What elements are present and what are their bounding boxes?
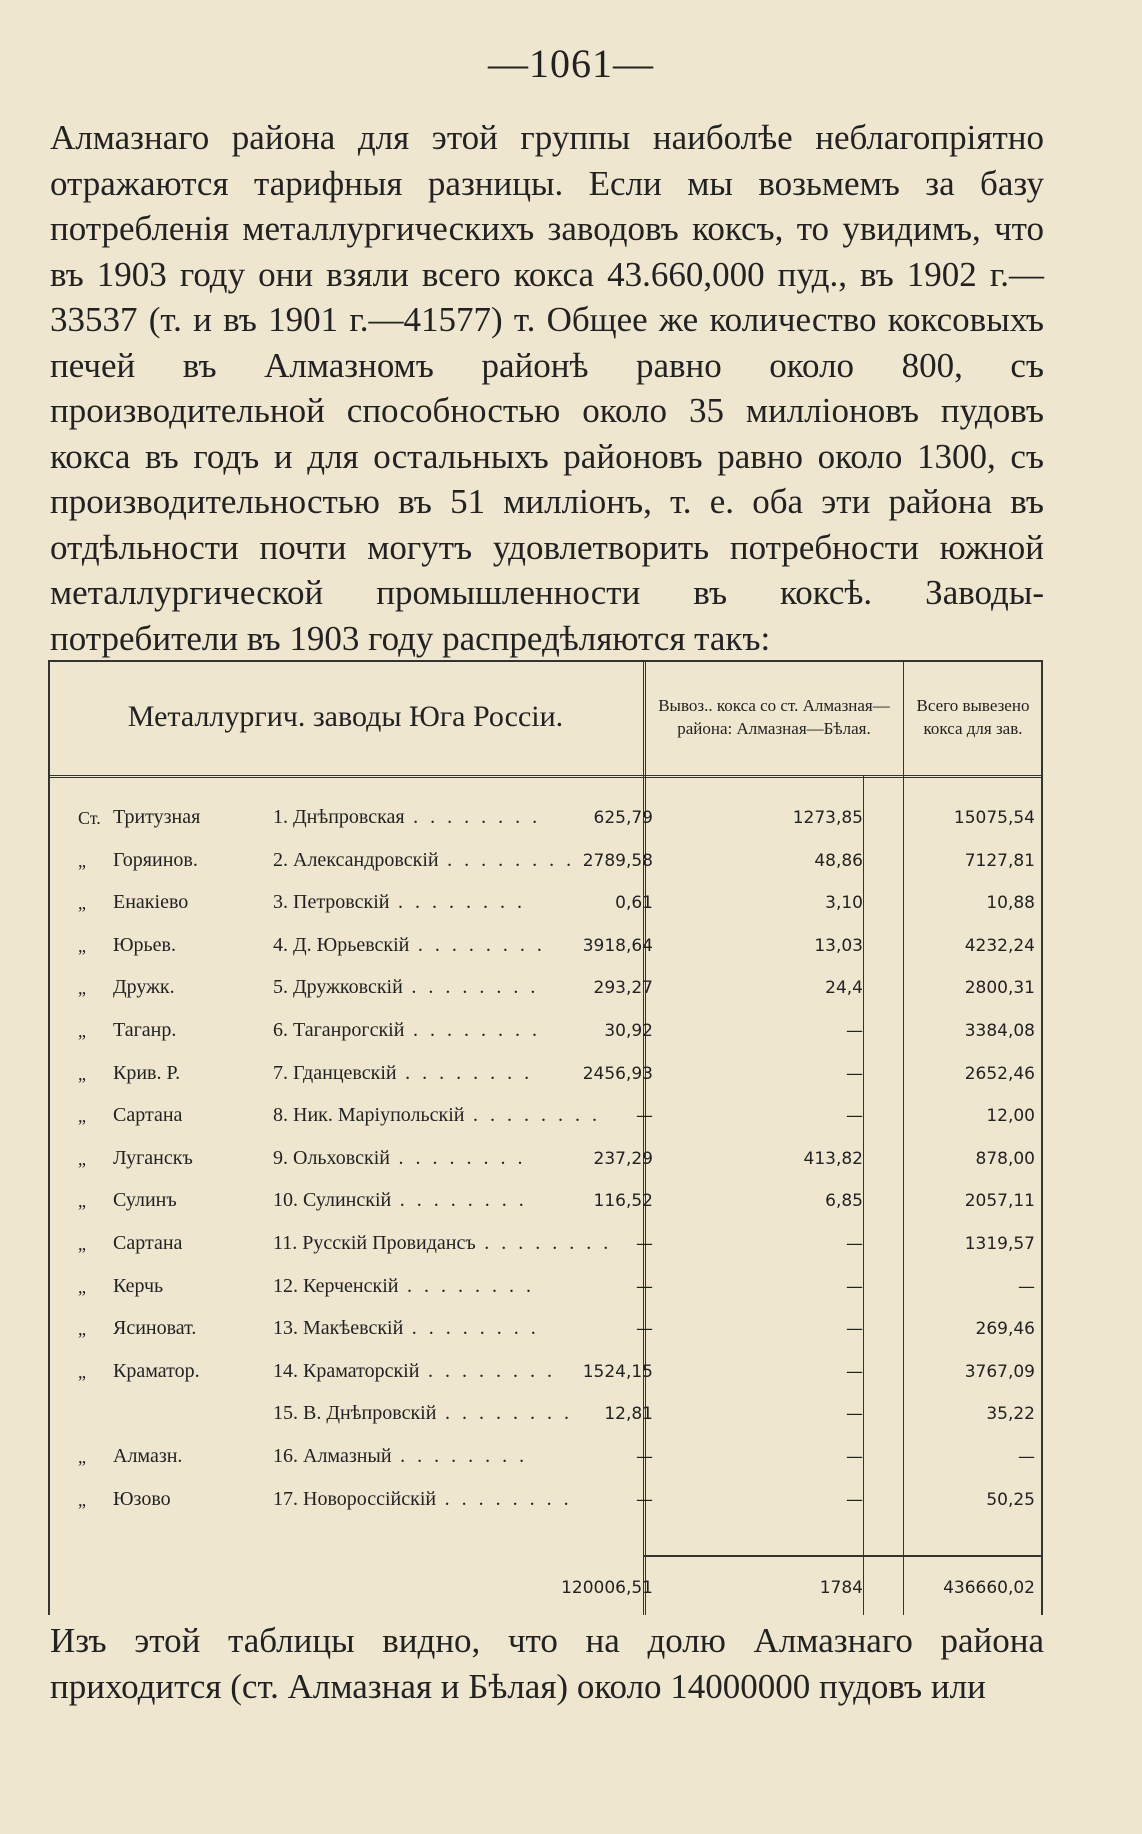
total-belaya: 1784 <box>819 1578 863 1598</box>
almaznaya-value: 30,92 <box>604 1021 653 1041</box>
ditto-mark: „ <box>78 1276 86 1297</box>
belaya-value: 6,85 <box>825 1191 863 1212</box>
table-row <box>48 1396 1043 1438</box>
paragraph-top: Алмазнаго района для этой группы наиболѣе неблагопріятно отражаются тарифныя разницы. Если мы возьмемъ за базу потребленія металлургическихъ заводовъ коксъ, то увидимъ, что въ 1903 году они взяли всего кокса 43.660,000 пуд., въ 1902 г.—33537 (т. и въ 1901 г.—41577) т. Общее же количество коксовыхъ печей въ Алмазномъ районѣ равно около 800, съ производительной способностью около 35 милліоновъ пудовъ кокса въ годъ и для остальныхъ районовъ равно около 1300, съ производительностью въ 51 милліонъ, т. е. оба эти района въ отдѣльности почти могутъ удовлетворить потребности южной металлургической промышленности въ коксѣ. Заводы-потребители въ 1903 году распредѣляются такъ: <box>50 118 1044 658</box>
total-value: 3384,08 <box>964 1021 1035 1041</box>
table-row <box>48 1141 1043 1183</box>
almaznaya-value: 293,27 <box>593 978 653 999</box>
total-value: 4232,24 <box>964 935 1035 956</box>
leader-dots: . . . . . . . . <box>404 806 541 828</box>
almaznaya-value: — <box>636 1106 653 1127</box>
plant-name: Днѣпровская <box>293 806 405 828</box>
ditto-mark: „ <box>78 978 86 999</box>
leader-dots: . . . . . . . . <box>419 1359 556 1382</box>
table-row <box>48 1269 1043 1311</box>
station-name: Краматор. <box>113 1359 200 1382</box>
plant-name: Петровскій <box>293 891 390 914</box>
plant-name: В. Днѣпровскій <box>303 1402 437 1425</box>
total-value: 12,00 <box>986 1106 1035 1127</box>
leader-dots: . . . . . . . . <box>404 1019 541 1041</box>
belaya-value: — <box>846 1106 863 1127</box>
ditto-mark: „ <box>78 1191 86 1212</box>
ditto-mark: „ <box>78 1319 86 1340</box>
station-name: Юзово <box>113 1487 171 1510</box>
plant-number: 15. <box>273 1402 298 1425</box>
leader-dots: . . . . . . . . <box>438 848 575 871</box>
plant-name: Краматорскій <box>303 1359 420 1382</box>
plant-name: Александровскій <box>293 848 439 871</box>
almaznaya-value: 237,29 <box>593 1148 653 1169</box>
plant-number: 14. <box>273 1359 298 1382</box>
station-name: Ясиноват. <box>113 1317 197 1340</box>
belaya-value: — <box>846 1276 863 1297</box>
belaya-value: — <box>846 1063 863 1084</box>
total-all: 436660,02 <box>943 1578 1035 1598</box>
plant-number: 13. <box>273 1317 298 1340</box>
leader-dots: . . . . . . . . <box>436 1487 573 1510</box>
table-row <box>48 1311 1043 1353</box>
belaya-value: — <box>846 1447 863 1467</box>
total-value: 50,25 <box>986 1489 1035 1510</box>
header-rule <box>48 775 1043 778</box>
total-value: 35,22 <box>986 1404 1035 1425</box>
ditto-mark: „ <box>78 1148 86 1169</box>
leader-dots: . . . . . . . . <box>391 1445 528 1467</box>
plant-number: 12. <box>273 1274 298 1297</box>
total-value: — <box>1018 1276 1035 1297</box>
ditto-mark: „ <box>78 1489 86 1510</box>
station-name: Луганскъ <box>113 1146 193 1169</box>
total-almaznaya: 120006,51 <box>561 1578 653 1598</box>
plant-number: 8. <box>273 1104 288 1127</box>
belaya-value: 3,10 <box>825 893 863 914</box>
plant-number: 6. <box>273 1019 288 1041</box>
leader-dots: . . . . . . . . <box>464 1104 601 1127</box>
station-name: Дружк. <box>113 976 175 999</box>
header-total: Всего вывезено кокса для зав. <box>916 696 1030 738</box>
plant-name: Д. Юрьевскій <box>293 933 410 956</box>
paragraph-bottom: Изъ этой таблицы видно, что на долю Алмазнаго района приходится (ст. Алмазная и Бѣлая) около 14000000 пудовъ или <box>50 1621 1044 1706</box>
leader-dots: . . . . . . . . <box>403 1317 540 1340</box>
almaznaya-value: 2456,93 <box>582 1063 653 1084</box>
total-value: 2800,31 <box>964 978 1035 999</box>
plant-number: 11. <box>273 1232 298 1254</box>
station-name: Сулинъ <box>113 1189 177 1212</box>
header-export: Вывоз.. кокса со ст. Алмазная—района: Алмазная—Бѣлая. <box>658 696 890 738</box>
plant-number: 2. <box>273 848 288 871</box>
table-row <box>48 885 1043 927</box>
almaznaya-value: 1524,15 <box>582 1361 653 1382</box>
leader-dots: . . . . . . . . <box>402 976 539 999</box>
station-name: Керчь <box>113 1274 164 1297</box>
belaya-value: — <box>846 1404 863 1425</box>
coke-table <box>48 660 1043 1615</box>
leader-dots: . . . . . . . . <box>391 1189 528 1212</box>
station-name: Енакіево <box>113 891 189 914</box>
almaznaya-value: 0,61 <box>615 893 653 914</box>
table-row <box>48 1183 1043 1225</box>
almaznaya-value: 3918,64 <box>582 935 653 956</box>
belaya-value: — <box>846 1021 863 1041</box>
plant-number: 10. <box>273 1189 298 1212</box>
station-name: Таганр. <box>113 1019 177 1041</box>
station-name: Сартана <box>113 1104 183 1127</box>
plant-number: 9. <box>273 1146 288 1169</box>
total-value: 269,46 <box>975 1319 1035 1340</box>
ditto-mark: „ <box>78 1063 86 1084</box>
plant-name: Таганрогскій <box>293 1019 405 1041</box>
table-row <box>48 1354 1043 1396</box>
leader-dots: . . . . . . . . <box>396 1061 533 1084</box>
ditto-mark: „ <box>78 850 86 871</box>
station-name: Тритузная <box>113 806 201 828</box>
almaznaya-value: 116,52 <box>593 1191 653 1212</box>
ditto-mark: „ <box>78 1447 86 1467</box>
total-value: — <box>1018 1447 1035 1467</box>
total-value: 15075,54 <box>953 808 1035 828</box>
plant-name: Гданцевскій <box>293 1061 397 1084</box>
station-name: Алмазн. <box>113 1445 183 1467</box>
almaznaya-value: 2789,58 <box>582 850 653 871</box>
table-row <box>48 800 1043 842</box>
almaznaya-value: 12,81 <box>604 1404 653 1425</box>
ditto-mark: „ <box>78 1106 86 1127</box>
leader-dots: . . . . . . . . <box>389 1146 526 1169</box>
plant-name: Керченскій <box>303 1274 399 1297</box>
total-value: 3767,09 <box>964 1361 1035 1382</box>
almaznaya-value: — <box>636 1447 653 1467</box>
totals-row <box>48 1570 1043 1612</box>
plant-name: Дружковскій <box>293 976 403 999</box>
plant-name: Макѣевскій <box>303 1317 404 1340</box>
table-row <box>48 843 1043 885</box>
table-row <box>48 1439 1043 1481</box>
almaznaya-value: — <box>636 1234 653 1254</box>
leader-dots: . . . . . . . . <box>389 891 526 914</box>
plant-number: 5. <box>273 976 288 999</box>
ditto-mark: „ <box>78 935 86 956</box>
plant-number: 7. <box>273 1061 288 1084</box>
table-row <box>48 970 1043 1012</box>
table-row <box>48 1226 1043 1268</box>
plant-name: Русскій Провидансъ <box>302 1232 476 1254</box>
belaya-value: — <box>846 1234 863 1254</box>
belaya-value: — <box>846 1361 863 1382</box>
plant-name: Ник. Маріупольскій <box>293 1104 465 1127</box>
belaya-value: 1273,85 <box>792 808 863 828</box>
header-plants: Металлургич. заводы Юга Россіи. <box>127 700 564 733</box>
almaznaya-value: — <box>636 1276 653 1297</box>
plant-number: 3. <box>273 891 288 914</box>
plant-number: 17. <box>273 1487 298 1510</box>
plant-name: Новороссійскій <box>303 1487 437 1510</box>
plant-name: Ольховскій <box>293 1146 390 1169</box>
leader-dots: . . . . . . . . <box>436 1402 573 1425</box>
plant-name: Сулинскій <box>303 1189 392 1212</box>
belaya-value: 24,4 <box>825 978 863 999</box>
almaznaya-value: — <box>636 1489 653 1510</box>
plant-number: 4. <box>273 933 288 956</box>
total-value: 2652,46 <box>964 1063 1035 1084</box>
table-row <box>48 928 1043 970</box>
total-value: 10,88 <box>986 893 1035 914</box>
ditto-mark: „ <box>78 893 86 914</box>
almaznaya-value: — <box>636 1319 653 1340</box>
ditto-mark: „ <box>78 1361 86 1382</box>
total-value: 878,00 <box>975 1148 1035 1169</box>
table-row <box>48 1098 1043 1140</box>
total-value: 7127,81 <box>964 850 1035 871</box>
belaya-value: 48,86 <box>814 850 863 871</box>
belaya-value: — <box>846 1319 863 1340</box>
almaznaya-value: 625,79 <box>593 808 653 828</box>
table-row <box>48 1482 1043 1524</box>
ditto-mark: „ <box>78 1021 86 1041</box>
belaya-value: — <box>846 1489 863 1510</box>
leader-dots: . . . . . . . . <box>398 1274 535 1297</box>
table-row <box>48 1056 1043 1098</box>
leader-dots: . . . . . . . . <box>409 933 546 956</box>
plant-name: Алмазный <box>303 1445 392 1467</box>
page-number: —1061— <box>488 41 654 86</box>
station-name: Горяинов. <box>113 848 198 871</box>
station-name: Юрьев. <box>113 933 176 956</box>
station-name: Крив. Р. <box>113 1061 181 1084</box>
station-name: Сартана <box>113 1232 183 1254</box>
total-value: 1319,57 <box>964 1234 1035 1254</box>
belaya-value: 13,03 <box>814 935 863 956</box>
total-rule <box>643 1555 1043 1557</box>
total-value: 2057,11 <box>964 1191 1035 1212</box>
plant-number: 16. <box>273 1445 298 1467</box>
ditto-mark: Ст. <box>78 808 101 828</box>
plant-number: 1. <box>273 806 288 828</box>
belaya-value: 413,82 <box>803 1148 863 1169</box>
leader-dots: . . . . . . . . <box>475 1232 612 1254</box>
ditto-mark: „ <box>78 1234 86 1254</box>
table-row <box>48 1013 1043 1055</box>
